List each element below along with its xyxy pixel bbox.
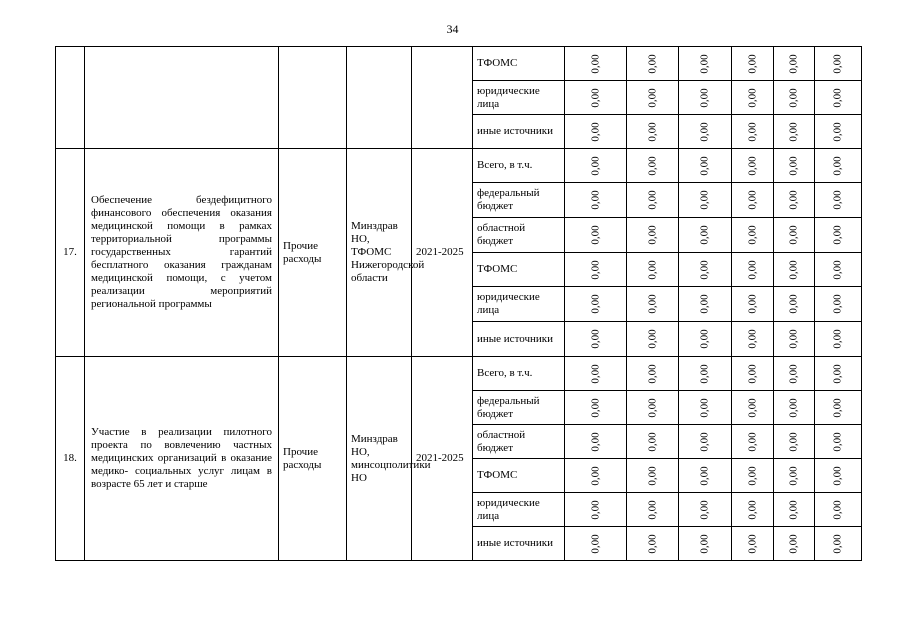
table-row	[56, 47, 862, 81]
value-text: 0,00	[831, 329, 844, 349]
funding-source: юридические лица	[473, 81, 565, 115]
value-text: 0,00	[646, 190, 658, 210]
value-cell	[774, 493, 815, 527]
funding-source: иные источники	[473, 322, 565, 357]
value-cell	[565, 527, 627, 561]
value-text: 0,00	[698, 294, 711, 314]
row-number: 17.	[56, 149, 85, 357]
funding-source: иные источники	[473, 527, 565, 561]
value-cell	[679, 527, 732, 561]
value-text: 0,00	[698, 225, 711, 245]
value-text: 0,00	[698, 329, 711, 349]
value-text: 0,00	[646, 431, 658, 452]
value-text: 0,00	[746, 465, 758, 486]
value-text: 0,00	[787, 87, 800, 108]
value-cell	[679, 425, 732, 459]
value-text: 0,00	[746, 533, 758, 554]
value-text: 0,00	[646, 465, 658, 486]
value-text: 0,00	[831, 225, 844, 245]
value-cell	[732, 253, 774, 287]
value-text: 0,00	[746, 499, 758, 520]
value-text: 0,00	[746, 363, 758, 384]
value-cell	[627, 357, 679, 391]
value-cell	[732, 183, 774, 218]
value-text: 0,00	[589, 329, 601, 349]
value-cell	[627, 253, 679, 287]
value-text: 0,00	[746, 329, 758, 349]
row-number	[56, 47, 85, 149]
value-cell	[774, 459, 815, 493]
value-text: 0,00	[787, 499, 800, 520]
value-text: 0,00	[831, 465, 844, 486]
value-cell	[679, 115, 732, 149]
value-text: 0,00	[646, 259, 658, 280]
value-cell	[732, 493, 774, 527]
value-cell	[565, 115, 627, 149]
funding-source: ТФОМС	[473, 47, 565, 81]
value-cell	[565, 322, 627, 357]
value-cell	[565, 493, 627, 527]
value-text: 0,00	[787, 431, 800, 452]
value-cell	[815, 115, 862, 149]
value-cell	[774, 253, 815, 287]
value-cell	[679, 218, 732, 253]
value-cell	[565, 47, 627, 81]
value-text: 0,00	[746, 294, 758, 314]
value-text: 0,00	[831, 499, 844, 520]
value-cell	[815, 322, 862, 357]
value-text: 0,00	[646, 499, 658, 520]
value-cell	[627, 47, 679, 81]
row-number: 18.	[56, 357, 85, 561]
measure-name: Обеспечение бездефицитного финансового обеспечения оказания медицинской помощи в рамках территориальной программы государственных гарантий бесплатного оказания гражданам медицинской помощи, с учетом реализации мероприятий региональной программы	[85, 149, 279, 357]
value-cell	[679, 253, 732, 287]
value-text: 0,00	[589, 465, 601, 486]
value-cell	[679, 81, 732, 115]
value-text: 0,00	[746, 190, 758, 210]
value-cell	[565, 357, 627, 391]
funding-source: ТФОМС	[473, 459, 565, 493]
value-text: 0,00	[746, 225, 758, 245]
value-cell	[732, 322, 774, 357]
period: 2021-2025	[412, 357, 473, 561]
value-cell	[565, 287, 627, 322]
value-cell	[815, 459, 862, 493]
value-text: 0,00	[646, 87, 658, 108]
value-text: 0,00	[698, 53, 711, 74]
value-text: 0,00	[589, 225, 601, 245]
table-row	[56, 149, 862, 183]
value-cell	[774, 527, 815, 561]
value-cell	[815, 149, 862, 183]
value-text: 0,00	[589, 53, 601, 74]
value-text: 0,00	[646, 53, 658, 74]
value-cell	[774, 391, 815, 425]
value-text: 0,00	[787, 121, 800, 142]
expense-type: Прочие расходы	[279, 357, 347, 561]
value-cell	[774, 357, 815, 391]
value-cell	[679, 459, 732, 493]
value-text: 0,00	[831, 190, 844, 210]
funding-source: областной бюджет	[473, 218, 565, 253]
value-cell	[679, 322, 732, 357]
measure-name: Участие в реализации пилотного проекта по вовлечению частных медицинских организаций в оказание медико- социальных услуг лицам в возрасте 65 лет и старше	[85, 357, 279, 561]
value-text: 0,00	[787, 190, 800, 210]
value-cell	[627, 81, 679, 115]
value-text: 0,00	[589, 294, 601, 314]
value-text: 0,00	[698, 431, 711, 452]
value-cell	[627, 425, 679, 459]
value-cell	[732, 357, 774, 391]
value-cell	[679, 391, 732, 425]
value-cell	[774, 149, 815, 183]
value-cell	[815, 493, 862, 527]
funding-source: юридические лица	[473, 287, 565, 322]
value-cell	[732, 149, 774, 183]
value-cell	[679, 47, 732, 81]
funding-source: федеральный бюджет	[473, 183, 565, 218]
value-text: 0,00	[831, 533, 844, 554]
value-cell	[815, 391, 862, 425]
value-cell	[565, 81, 627, 115]
value-text: 0,00	[698, 87, 711, 108]
value-cell	[732, 218, 774, 253]
value-cell	[627, 218, 679, 253]
value-text: 0,00	[698, 190, 711, 210]
value-text: 0,00	[589, 121, 601, 142]
value-cell	[627, 149, 679, 183]
value-cell	[815, 183, 862, 218]
value-text: 0,00	[831, 155, 844, 176]
value-cell	[815, 287, 862, 322]
value-cell	[815, 425, 862, 459]
value-cell	[815, 527, 862, 561]
executor	[347, 47, 412, 149]
value-cell	[627, 287, 679, 322]
funding-source: областной бюджет	[473, 425, 565, 459]
value-text: 0,00	[646, 533, 658, 554]
value-cell	[627, 322, 679, 357]
value-text: 0,00	[787, 155, 800, 176]
funding-source: Всего, в т.ч.	[473, 149, 565, 183]
value-text: 0,00	[589, 155, 601, 176]
value-text: 0,00	[589, 363, 601, 384]
value-text: 0,00	[589, 259, 601, 280]
value-cell	[774, 115, 815, 149]
value-text: 0,00	[787, 465, 800, 486]
value-cell	[627, 183, 679, 218]
period: 2021-2025	[412, 149, 473, 357]
value-text: 0,00	[646, 363, 658, 384]
table-body	[56, 47, 862, 561]
value-cell	[627, 527, 679, 561]
value-cell	[679, 493, 732, 527]
expense-type: Прочие расходы	[279, 149, 347, 357]
value-text: 0,00	[746, 53, 758, 74]
period	[412, 47, 473, 149]
table-row	[56, 357, 862, 391]
value-cell	[565, 218, 627, 253]
value-cell	[815, 357, 862, 391]
value-text: 0,00	[746, 431, 758, 452]
value-text: 0,00	[787, 397, 800, 418]
value-cell	[815, 253, 862, 287]
value-cell	[679, 287, 732, 322]
value-cell	[565, 253, 627, 287]
value-cell	[565, 183, 627, 218]
value-text: 0,00	[646, 155, 658, 176]
value-text: 0,00	[589, 87, 601, 108]
value-text: 0,00	[787, 329, 800, 349]
value-cell	[774, 81, 815, 115]
value-cell	[732, 81, 774, 115]
executor: Минздрав НО, ТФОМС Нижегородской области	[347, 149, 412, 357]
funding-source: ТФОМС	[473, 253, 565, 287]
value-text: 0,00	[698, 533, 711, 554]
executor: Минздрав НО, минсоцполитики НО	[347, 357, 412, 561]
value-text: 0,00	[831, 121, 844, 142]
value-text: 0,00	[646, 121, 658, 142]
value-text: 0,00	[698, 499, 711, 520]
value-cell	[565, 391, 627, 425]
value-text: 0,00	[589, 533, 601, 554]
measure-name	[85, 47, 279, 149]
value-text: 0,00	[787, 294, 800, 314]
budget-table	[55, 46, 862, 561]
funding-source: федеральный бюджет	[473, 391, 565, 425]
value-cell	[565, 149, 627, 183]
value-text: 0,00	[787, 363, 800, 384]
value-cell	[565, 459, 627, 493]
value-text: 0,00	[831, 53, 844, 74]
value-cell	[774, 425, 815, 459]
expense-type	[279, 47, 347, 149]
value-text: 0,00	[787, 53, 800, 74]
value-cell	[815, 47, 862, 81]
value-cell	[732, 115, 774, 149]
value-text: 0,00	[698, 155, 711, 176]
page-number: 34	[446, 22, 459, 36]
value-cell	[627, 493, 679, 527]
value-cell	[774, 47, 815, 81]
value-text: 0,00	[589, 190, 601, 210]
value-cell	[679, 149, 732, 183]
value-text: 0,00	[831, 363, 844, 384]
funding-source: иные источники	[473, 115, 565, 149]
value-text: 0,00	[646, 329, 658, 349]
value-text: 0,00	[831, 397, 844, 418]
value-text: 0,00	[589, 397, 601, 418]
value-cell	[732, 287, 774, 322]
value-text: 0,00	[698, 363, 711, 384]
value-cell	[627, 459, 679, 493]
value-cell	[815, 218, 862, 253]
value-text: 0,00	[787, 225, 800, 245]
value-text: 0,00	[646, 225, 658, 245]
value-text: 0,00	[698, 465, 711, 486]
value-text: 0,00	[831, 294, 844, 314]
value-cell	[679, 183, 732, 218]
value-cell	[815, 81, 862, 115]
value-cell	[732, 459, 774, 493]
value-text: 0,00	[698, 121, 711, 142]
value-text: 0,00	[831, 87, 844, 108]
value-text: 0,00	[698, 259, 711, 280]
value-cell	[627, 391, 679, 425]
funding-source: Всего, в т.ч.	[473, 357, 565, 391]
value-text: 0,00	[698, 397, 711, 418]
value-cell	[732, 527, 774, 561]
value-text: 0,00	[746, 87, 758, 108]
value-cell	[732, 425, 774, 459]
value-text: 0,00	[589, 499, 601, 520]
value-text: 0,00	[746, 259, 758, 280]
value-text: 0,00	[787, 259, 800, 280]
value-cell	[774, 322, 815, 357]
value-text: 0,00	[646, 397, 658, 418]
value-text: 0,00	[787, 533, 800, 554]
value-cell	[774, 183, 815, 218]
value-cell	[732, 47, 774, 81]
funding-source: юридические лица	[473, 493, 565, 527]
value-cell	[627, 115, 679, 149]
value-text: 0,00	[746, 397, 758, 418]
value-text: 0,00	[746, 155, 758, 176]
value-cell	[679, 357, 732, 391]
value-text: 0,00	[646, 294, 658, 314]
value-cell	[565, 425, 627, 459]
value-cell	[774, 218, 815, 253]
value-text: 0,00	[746, 121, 758, 142]
value-cell	[774, 287, 815, 322]
value-text: 0,00	[831, 259, 844, 280]
value-text: 0,00	[589, 431, 601, 452]
value-cell	[732, 391, 774, 425]
value-text: 0,00	[831, 431, 844, 452]
